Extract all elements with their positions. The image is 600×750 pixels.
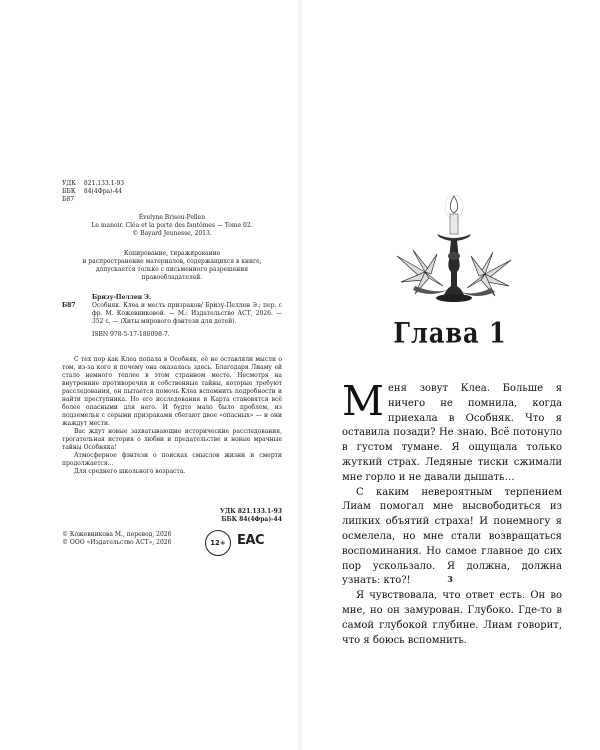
right-page xyxy=(300,0,600,750)
copyright-translation: © Кожевникова М., перевод, 2026 xyxy=(62,531,172,538)
chapter-text xyxy=(342,377,562,648)
candle-lilies-illustration xyxy=(385,190,520,310)
biblio-author: Бризу-Пеллен Э. xyxy=(92,294,152,301)
bibliographic-record xyxy=(62,294,282,339)
udk-line: УДК 821.133.1-93 xyxy=(62,180,125,187)
chapter-paragraph: С каким невероятным терпением Лиам помогал мне высвободиться из липких объятий страха! И понемногу я осмелела, но мне стали возвращаться воспоминания. Но самое главное до сих пор ускользало. Я должна, должна узнать: кто?! xyxy=(342,486,562,587)
catalog-codes xyxy=(62,180,262,204)
chapter-title: Глава 1 xyxy=(393,315,507,350)
eac-mark: EAC xyxy=(237,533,264,548)
biblio-code: Б87 xyxy=(62,302,76,309)
copyright-block xyxy=(62,531,202,547)
bbk-line: ББК 84(4Фра)-44 xyxy=(62,188,123,195)
annotation xyxy=(62,356,282,476)
original-copyright: © Bayard Jeunesse, 2013. xyxy=(132,230,212,237)
drop-cap: М xyxy=(342,377,384,425)
page-number: 3 xyxy=(447,574,453,584)
chapter-paragraph: Меня зовут Клеа. Больше я ничего не помнила, когда приехала в Особняк. Что я оставила позади? Не знаю. Всё потонуло в густом тумане. Я ощущала только жуткий страх. Ледяные тиски сжимали мне горло и не давали дышать… xyxy=(342,377,562,483)
original-author: Évelyne Brisou-Pellen xyxy=(138,214,206,221)
biblio-description: Особняк. Клеа и месть призраков/ Бризу-Пеллен Э.; пер. с фр. М. Кожевниковой. — М.: Издательство АСТ, 2026. — 352 с. — (Хиты мирового фэнтези для детей). xyxy=(92,302,282,325)
age-rating-badge: 12+ xyxy=(205,530,231,556)
catalog-codes-repeat xyxy=(62,508,282,524)
annotation-paragraph: Для среднего школьного возраста. xyxy=(74,468,186,475)
annotation-paragraph: Атмосферное фэнтези о поисках смыслов жизни и смерти продолжается… xyxy=(62,452,282,467)
annotation-paragraph: С тех пор как Клеа попала в Особняк, её не оставляли мысли о том, из-за кого и почему она оказалась здесь. Благодаря Лиаму ей стало немного теплее в этом странном месте. Несмотря на внутренние противоречия и собственные тайны, которые требуют расследования, он пытается помочь Клеа вспомнить подробности и найти преступника. Но его исследования и Карта становятся всё более опасными для него. И будто мало было проблем, из подземелья с серыми призраками сбегают двое «опасных» — и они жаждут мести. xyxy=(62,356,282,427)
author-sign: Б87 xyxy=(62,196,75,203)
copyright-publisher: © ООО «Издательство АСТ», 2026 xyxy=(62,539,172,546)
original-title: Le manoir. Cléa et la porte des fantômes — Tome 02. xyxy=(91,222,253,229)
chapter-paragraph: Я чувствовала, что ответ есть. Он во мне, но он замурован. Глубоко. Где-то в самой глубокой глубине. Лиам говорит, что я боюсь вспомнить. xyxy=(342,590,562,646)
udk-repeat: УДК 821.133.1-93 xyxy=(220,508,282,515)
rights-notice: Копирование, тиражирование и распространение материалов, содержащихся в книге, допускается только с письменного разрешения правообладателей. xyxy=(82,250,262,281)
isbn: ISBN 978-5-17-180098-7. xyxy=(92,331,170,338)
bbk-repeat: ББК 84(4Фра)-44 xyxy=(221,516,282,523)
original-edition xyxy=(62,214,282,238)
marking-badges xyxy=(205,530,285,558)
annotation-paragraph: Вас ждут новые захватывающие исторические расследования, трогательная история о любви и предательстве и новые мрачные тайны Особняка! xyxy=(62,428,282,451)
